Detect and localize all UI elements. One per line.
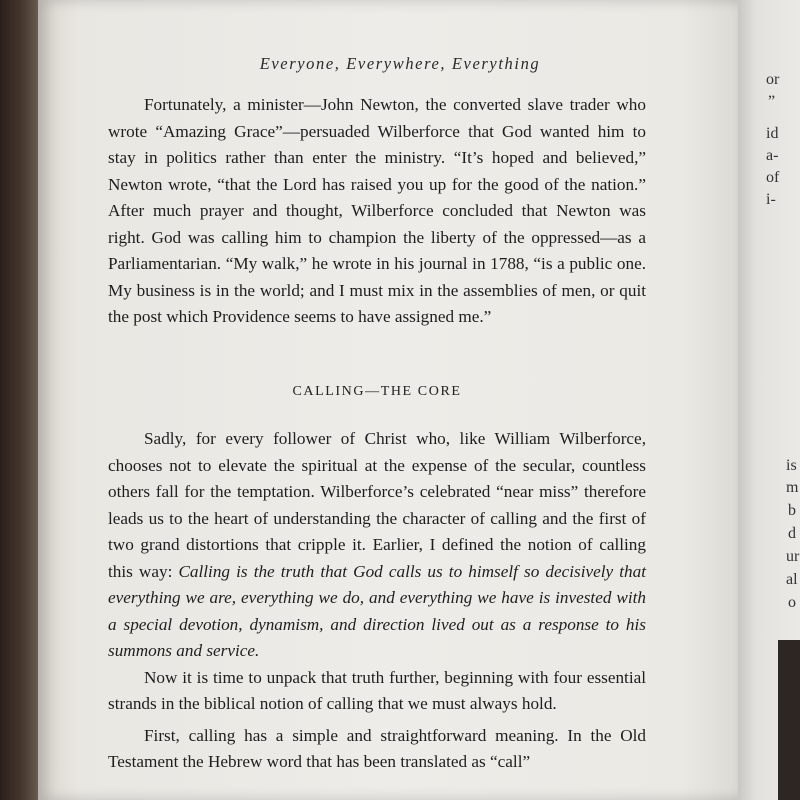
next-page-fragment: ” [768,93,776,110]
next-page-edge [738,0,800,800]
next-page-fragment: ur [786,548,800,565]
calling-definition: Calling is the truth that God calls us to himself so decisively that everything we are, everything we do, and everything we have is invested with a special devotion, dynamism, and direction lived out as a response to his summons and service. [108,561,646,660]
paragraph: Fortunately, a minister—John Newton, the converted slave trader who wrote “Amazing Grace”—persuaded Wilberforce that God wanted him to stay in politics rather than enter the ministry. “It’s hoped and believed,” Newton wrote, “that the Lord has raised you up for the good of the nation.” After much prayer and thought, Wilberforce concluded that Newton was right. God was calling him to champion the liberty of the oppressed—as a Parliamentarian. “My walk,” he wrote in his journal in 1788, “is a public one. My business is in the world; and I must mix in the assemblies of men, or quit the post which Providence seems to have assigned me.” [108,95,646,326]
paragraph: First, calling has a simple and straightforward meaning. In the Old Testament the Hebrew word that has been translated as “call” [108,725,646,771]
next-page-fragment: b [788,502,796,519]
paragraph [108,426,646,665]
paragraph: Now it is time to unpack that truth further, beginning with four essential strands in the biblical notion of calling that we must always hold. [108,667,646,713]
body-block-top [108,92,646,331]
next-page-fragment: or [766,71,780,88]
next-page-fragment: d [788,525,796,542]
background-shadow [778,640,800,800]
next-page-fragment: o [788,594,796,611]
next-page-fragment: i- [766,191,776,208]
next-page-fragment: id [766,125,779,142]
paragraph-text: Sadly, for every follower of Christ who, like William Wilberforce, chooses not to elevate the spiritual at the expense of the secular, countless others fall for the temptation. Wilberforce’s celebrated “near miss” therefore leads us to the heart of understanding the character of calling and the first of two grand distortions that cripple it. Earlier, I defined the notion of calling this way: [108,429,646,581]
next-page-fragment: a- [766,147,779,164]
next-page-fragment: is [786,457,797,474]
next-page-fragment: of [766,169,780,186]
section-heading: CALLING—THE CORE [292,384,462,399]
book-spine [0,0,40,800]
next-page-fragment: m [786,479,799,496]
body-block-bottom [108,426,646,776]
next-page-fragment: al [786,571,798,588]
running-header: Everyone, Everywhere, Everything [259,54,541,73]
